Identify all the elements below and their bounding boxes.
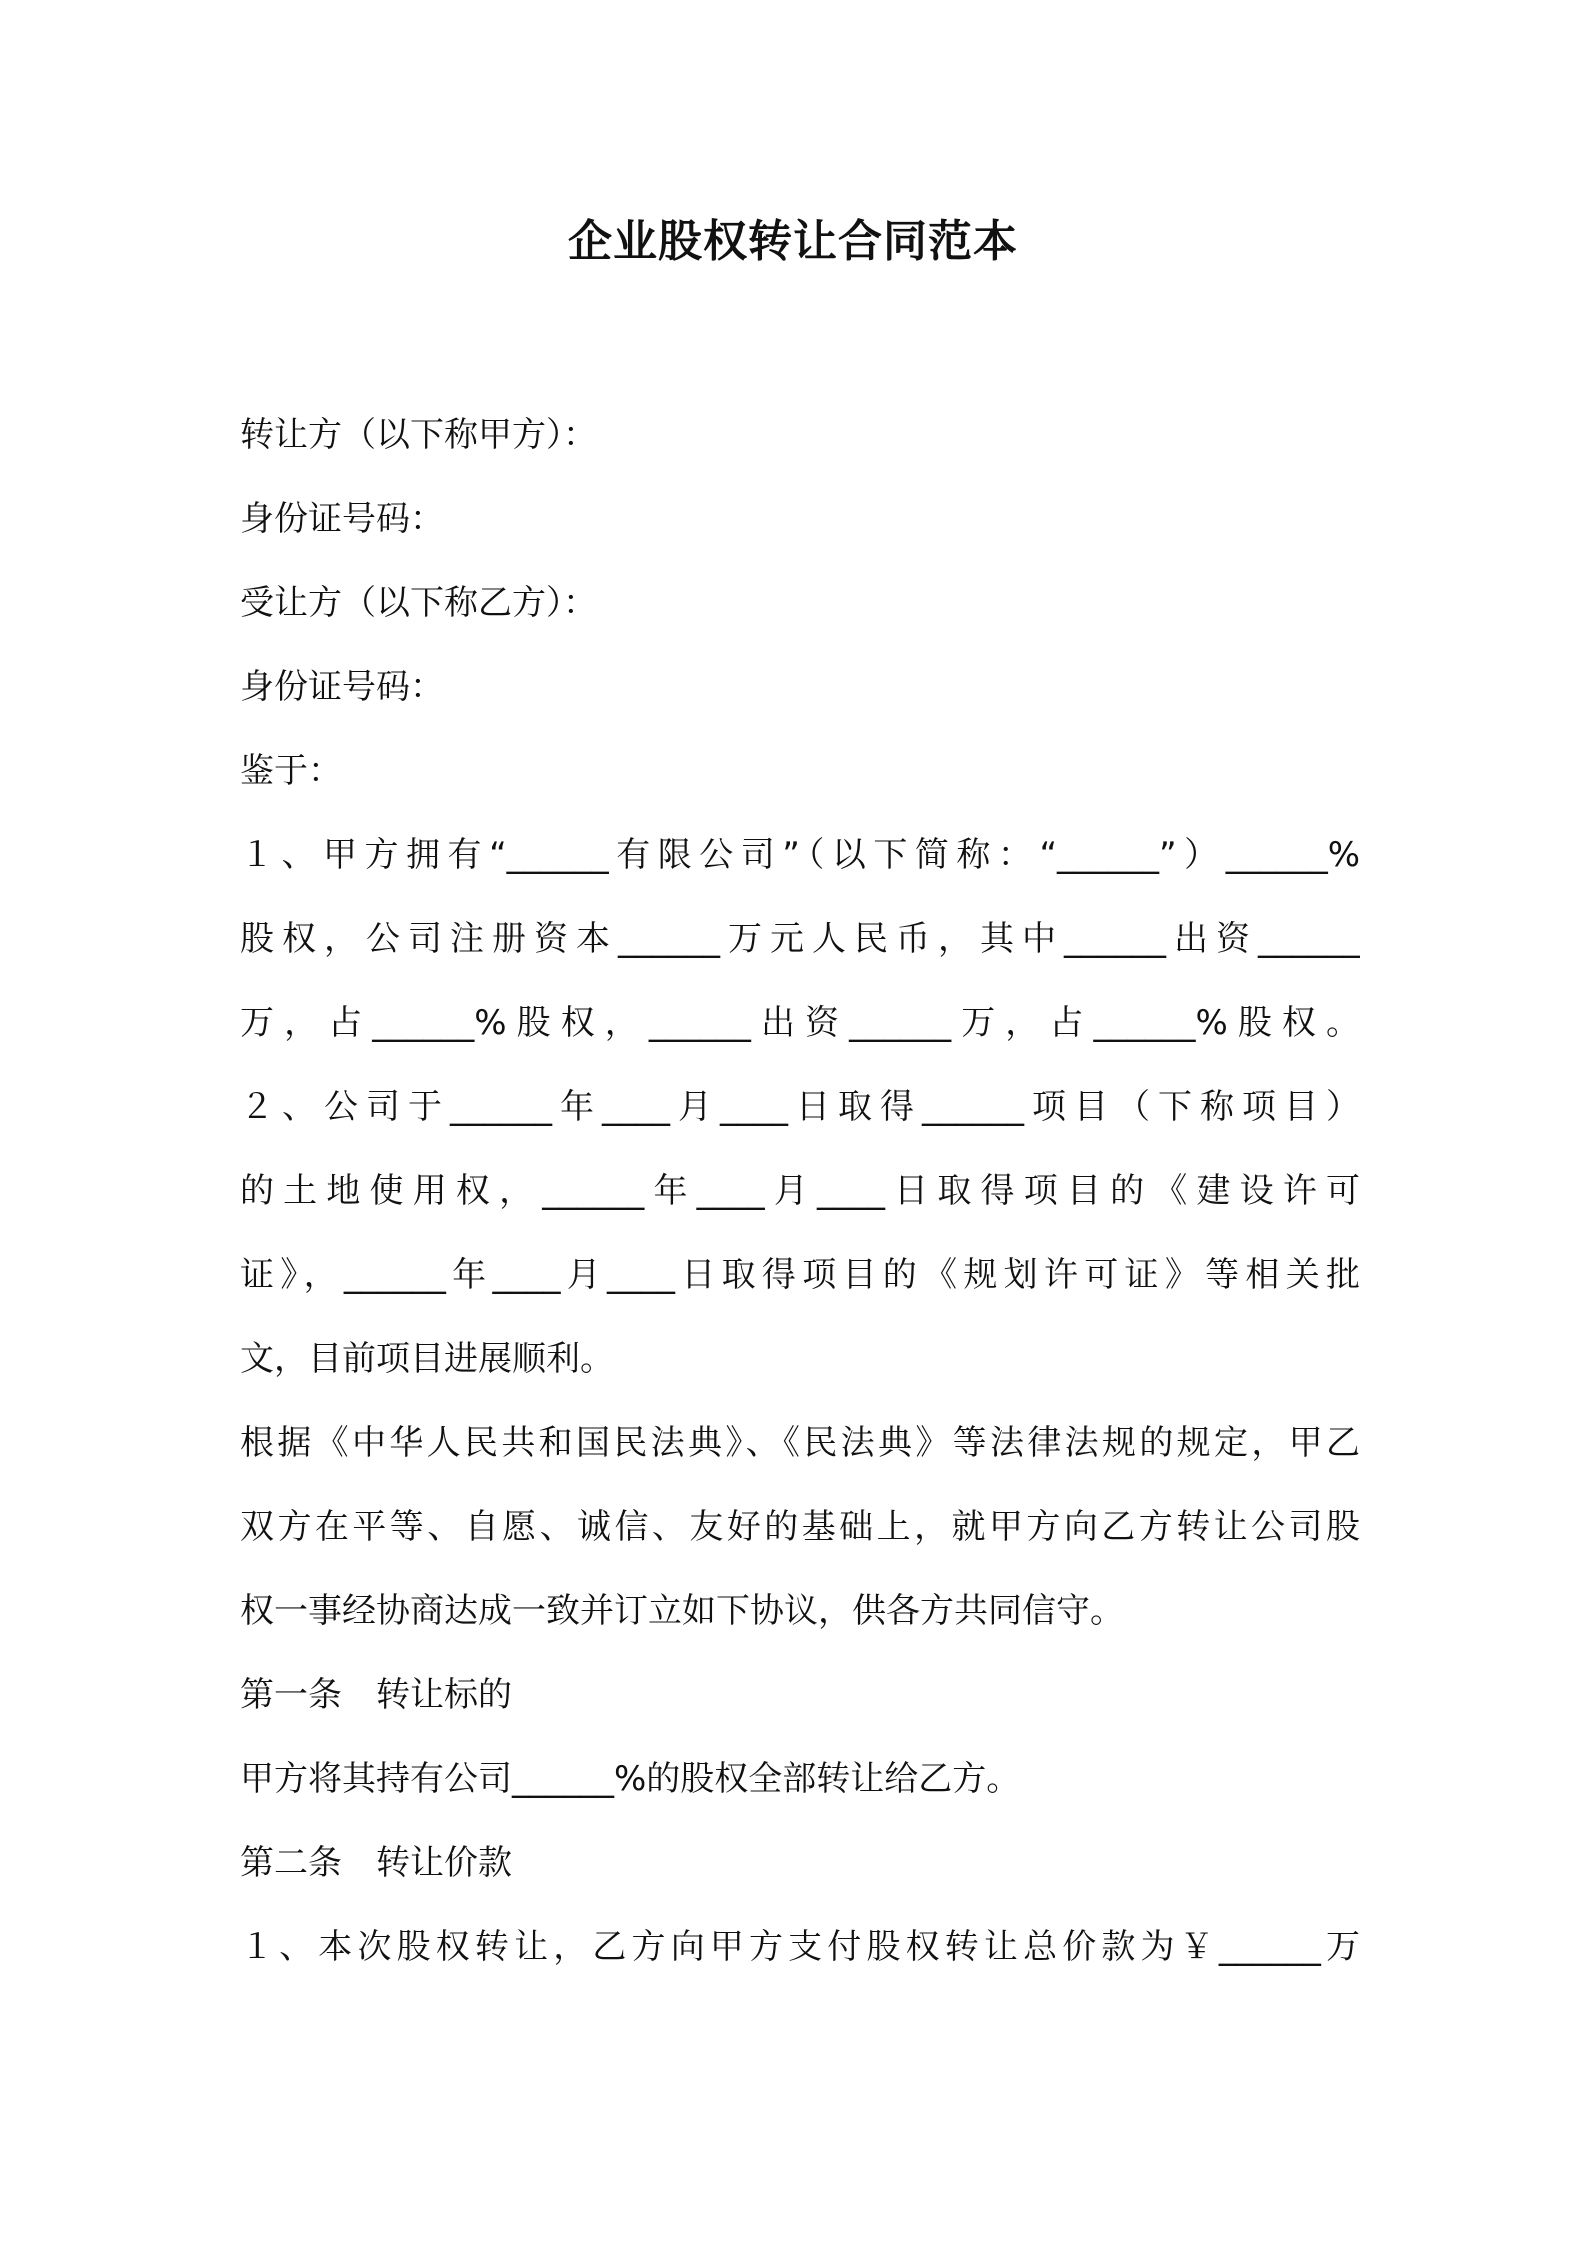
recital-2-line-1: ２、公司于______年____月____日取得______项目（下称项目） [240, 1087, 1360, 1127]
article-1-body: 甲方将其持有公司______%的股权全部转让给乙方。 [240, 1759, 1021, 1799]
article-1-heading: 第一条 转让标的 [240, 1675, 512, 1715]
basis-paragraph-line-3: 权一事经协商达成一致并订立如下协议，供各方共同信守。 [240, 1591, 1124, 1631]
article-2-clause-1: １、本次股权转让，乙方向甲方支付股权转让总价款为￥______万 [240, 1927, 1360, 1967]
transferor-label: 转让方（以下称甲方）： [240, 415, 597, 455]
recital-1-line-1: １、甲方拥有“______有限公司”（以下简称：“______”）______% [240, 835, 1360, 875]
recital-2-line-2: 的土地使用权，______年____月____日取得项目的《建设许可 [240, 1171, 1360, 1211]
basis-paragraph-line-2: 双方在平等、自愿、诚信、友好的基础上，就甲方向乙方转让公司股 [240, 1507, 1360, 1547]
article-2-heading: 第二条 转让价款 [240, 1843, 512, 1883]
basis-paragraph-line-1: 根据《中华人民共和国民法典》、《民法典》等法律法规的规定，甲乙 [240, 1423, 1360, 1463]
id-number-label-party-a: 身份证号码： [240, 499, 444, 539]
id-number-label-party-b: 身份证号码： [240, 667, 444, 707]
page-title: 企业股权转让合同范本 [568, 216, 1018, 267]
recital-1-line-2: 股权，公司注册资本______万元人民币，其中______出资______ [240, 919, 1360, 959]
recital-2-line-4: 文，目前项目进展顺利。 [240, 1339, 614, 1379]
recital-1-line-3: 万，占______%股权，______出资______万，占______%股权。 [240, 1003, 1360, 1043]
transferee-label: 受让方（以下称乙方）： [240, 583, 597, 623]
recital-2-line-3: 证》，______年____月____日取得项目的《规划许可证》等相关批 [240, 1255, 1360, 1295]
whereas-heading: 鉴于： [240, 751, 342, 791]
